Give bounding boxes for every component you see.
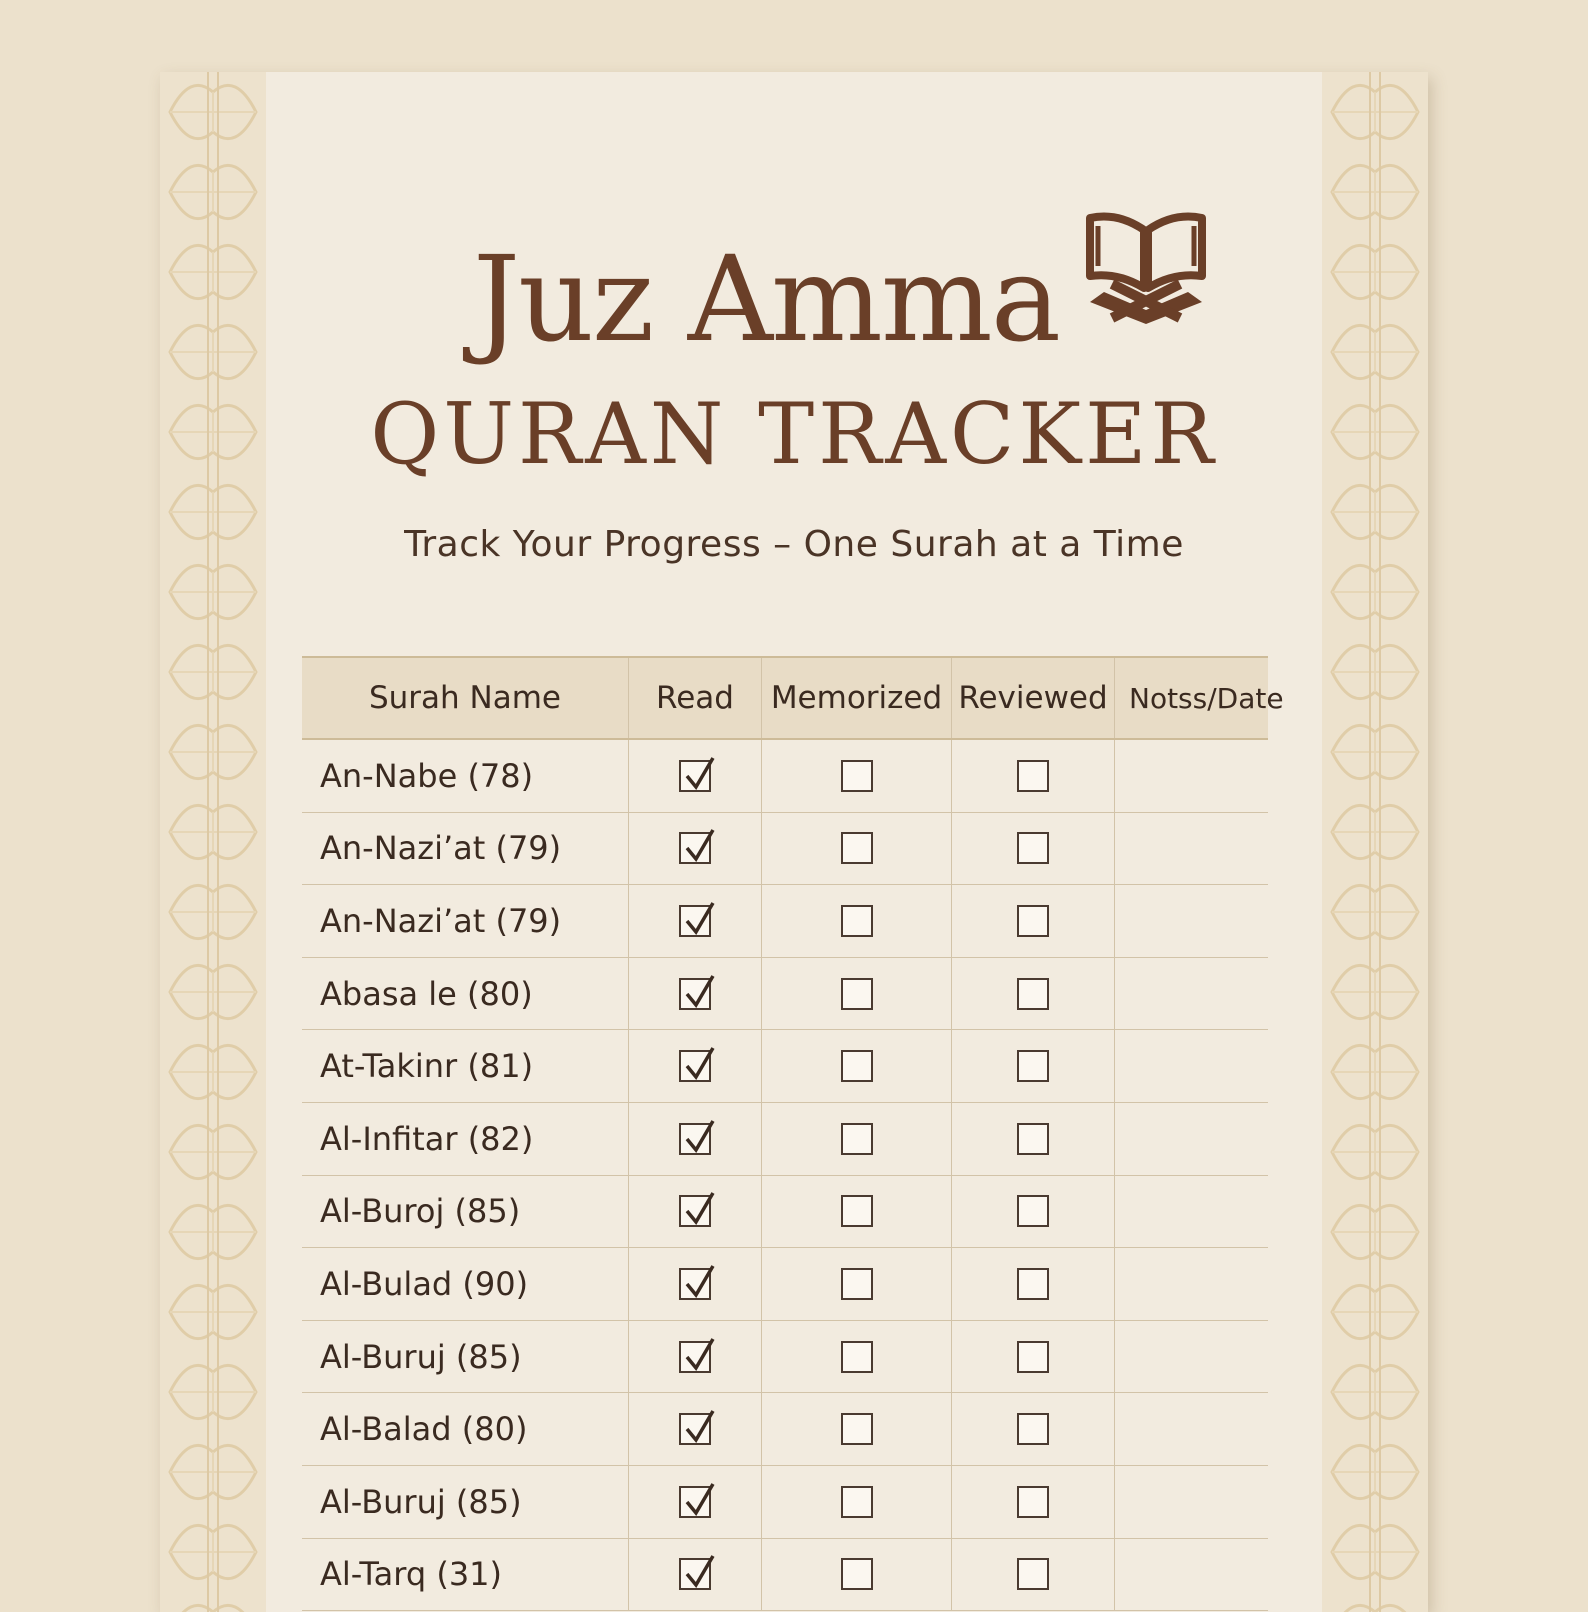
memorized-cell	[762, 1466, 952, 1538]
memorized-checkbox[interactable]	[841, 1413, 873, 1445]
memorized-checkbox[interactable]	[841, 1486, 873, 1518]
surah-name: At-Takinr (81)	[302, 1030, 629, 1102]
read-checkbox[interactable]	[679, 1558, 711, 1590]
header-memorized: Memorized	[762, 658, 952, 738]
read-cell	[629, 813, 762, 885]
reviewed-checkbox[interactable]	[1017, 760, 1049, 792]
checkmark-icon	[679, 1044, 719, 1084]
reviewed-cell	[952, 1103, 1115, 1175]
reviewed-checkbox[interactable]	[1017, 1558, 1049, 1590]
reviewed-cell	[952, 813, 1115, 885]
reviewed-checkbox[interactable]	[1017, 1413, 1049, 1445]
notes-date-field[interactable]	[1115, 1393, 1268, 1465]
table-row	[302, 740, 1268, 813]
read-checkbox[interactable]	[679, 1050, 711, 1082]
surah-name: Al-Infitar (82)	[302, 1103, 629, 1175]
notes-date-field[interactable]	[1115, 1539, 1268, 1611]
open-quran-icon	[1082, 206, 1210, 324]
header-notes-date: Notss/Date	[1129, 681, 1284, 715]
table-row	[302, 885, 1268, 958]
notes-date-field[interactable]	[1115, 885, 1268, 957]
surah-name: Al-Buroj (85)	[302, 1176, 629, 1248]
header-reviewed: Reviewed	[952, 658, 1115, 738]
checkmark-icon	[679, 1117, 719, 1157]
subtitle: Track Your Progress – One Surah at a Time	[404, 524, 1184, 565]
checkmark-icon	[679, 972, 719, 1012]
read-checkbox[interactable]	[679, 1413, 711, 1445]
reviewed-checkbox[interactable]	[1017, 905, 1049, 937]
checkmark-icon	[679, 1335, 719, 1375]
read-cell	[629, 1539, 762, 1611]
table-header	[302, 656, 1284, 740]
checkmark-icon	[679, 1189, 719, 1229]
surah-name: Al-Buruj (85)	[302, 1466, 629, 1538]
memorized-cell	[762, 1393, 952, 1465]
table-row	[302, 1393, 1268, 1466]
read-cell	[629, 1466, 762, 1538]
notes-date-field[interactable]	[1115, 813, 1268, 885]
reviewed-cell	[952, 740, 1115, 812]
notes-date-field[interactable]	[1115, 958, 1268, 1030]
memorized-cell	[762, 1103, 952, 1175]
surah-name: Al-Balad (80)	[302, 1393, 629, 1465]
read-checkbox[interactable]	[679, 760, 711, 792]
reviewed-cell	[952, 1466, 1115, 1538]
memorized-cell	[762, 740, 952, 812]
notes-date-field[interactable]	[1115, 1248, 1268, 1320]
table-row	[302, 1176, 1268, 1249]
reviewed-checkbox[interactable]	[1017, 832, 1049, 864]
reviewed-cell	[952, 1030, 1115, 1102]
notes-date-field[interactable]	[1115, 1030, 1268, 1102]
surah-tracker-table	[302, 656, 1284, 1611]
read-checkbox[interactable]	[679, 905, 711, 937]
memorized-checkbox[interactable]	[841, 832, 873, 864]
memorized-checkbox[interactable]	[841, 1341, 873, 1373]
memorized-checkbox[interactable]	[841, 905, 873, 937]
memorized-checkbox[interactable]	[841, 1123, 873, 1155]
read-cell	[629, 1248, 762, 1320]
reviewed-checkbox[interactable]	[1017, 978, 1049, 1010]
checkmark-icon	[679, 1407, 719, 1447]
read-checkbox[interactable]	[679, 1341, 711, 1373]
reviewed-checkbox[interactable]	[1017, 1195, 1049, 1227]
reviewed-cell	[952, 1176, 1115, 1248]
title-main: QURAN TRACKER	[370, 385, 1218, 483]
reviewed-cell	[952, 1393, 1115, 1465]
tracker-sheet	[160, 72, 1428, 1612]
reviewed-cell	[952, 1539, 1115, 1611]
memorized-cell	[762, 813, 952, 885]
memorized-cell	[762, 1248, 952, 1320]
notes-date-field[interactable]	[1115, 1466, 1268, 1538]
checkmark-icon	[679, 1480, 719, 1520]
checkmark-icon	[679, 1262, 719, 1302]
read-checkbox[interactable]	[679, 1195, 711, 1227]
notes-date-field[interactable]	[1115, 1103, 1268, 1175]
read-cell	[629, 885, 762, 957]
reviewed-cell	[952, 1321, 1115, 1393]
notes-date-field[interactable]	[1115, 740, 1268, 812]
header-surah-name: Surah Name	[302, 658, 629, 738]
read-checkbox[interactable]	[679, 978, 711, 1010]
reviewed-checkbox[interactable]	[1017, 1123, 1049, 1155]
reviewed-cell	[952, 958, 1115, 1030]
checkmark-icon	[679, 899, 719, 939]
title-script: Juz Amma	[472, 230, 1060, 368]
table-row	[302, 1030, 1268, 1103]
header-read: Read	[629, 658, 762, 738]
read-cell	[629, 1321, 762, 1393]
read-checkbox[interactable]	[679, 1123, 711, 1155]
checkmark-icon	[679, 754, 719, 794]
table-row	[302, 1466, 1268, 1539]
surah-name: Al-Tarq (31)	[302, 1539, 629, 1611]
surah-name: An-Nabe (78)	[302, 740, 629, 812]
read-checkbox[interactable]	[679, 832, 711, 864]
memorized-checkbox[interactable]	[841, 760, 873, 792]
surah-name: Al-Bulad (90)	[302, 1248, 629, 1320]
right-ornamental-border	[1322, 72, 1428, 1612]
read-cell	[629, 1176, 762, 1248]
memorized-cell	[762, 885, 952, 957]
memorized-cell	[762, 1030, 952, 1102]
notes-date-field[interactable]	[1115, 1321, 1268, 1393]
table-row	[302, 1539, 1268, 1612]
checkmark-icon	[679, 826, 719, 866]
tracker-content	[266, 72, 1322, 1612]
read-cell	[629, 958, 762, 1030]
surah-name: Abasa le (80)	[302, 958, 629, 1030]
right-pattern-icon	[1322, 72, 1428, 1612]
memorized-cell	[762, 1539, 952, 1611]
memorized-cell	[762, 1176, 952, 1248]
memorized-cell	[762, 1321, 952, 1393]
reviewed-checkbox[interactable]	[1017, 1050, 1049, 1082]
memorized-checkbox[interactable]	[841, 1050, 873, 1082]
read-cell	[629, 1030, 762, 1102]
read-cell	[629, 740, 762, 812]
memorized-checkbox[interactable]	[841, 1558, 873, 1590]
read-checkbox[interactable]	[679, 1268, 711, 1300]
read-cell	[629, 1103, 762, 1175]
surah-name: An-Nazi’at (79)	[302, 813, 629, 885]
memorized-checkbox[interactable]	[841, 1268, 873, 1300]
notes-date-field[interactable]	[1115, 1176, 1268, 1248]
reviewed-cell	[952, 885, 1115, 957]
surah-name: Al-Buruj (85)	[302, 1321, 629, 1393]
table-row	[302, 958, 1268, 1031]
reviewed-checkbox[interactable]	[1017, 1268, 1049, 1300]
table-row	[302, 1321, 1268, 1394]
reviewed-checkbox[interactable]	[1017, 1486, 1049, 1518]
surah-name: An-Nazi’at (79)	[302, 885, 629, 957]
read-cell	[629, 1393, 762, 1465]
memorized-cell	[762, 958, 952, 1030]
table-row	[302, 1103, 1268, 1176]
table-row	[302, 813, 1268, 886]
left-pattern-icon	[160, 72, 266, 1612]
reviewed-checkbox[interactable]	[1017, 1341, 1049, 1373]
checkmark-icon	[679, 1552, 719, 1592]
table-row	[302, 1248, 1268, 1321]
read-checkbox[interactable]	[679, 1486, 711, 1518]
left-ornamental-border	[160, 72, 266, 1612]
reviewed-cell	[952, 1248, 1115, 1320]
memorized-checkbox[interactable]	[841, 978, 873, 1010]
memorized-checkbox[interactable]	[841, 1195, 873, 1227]
